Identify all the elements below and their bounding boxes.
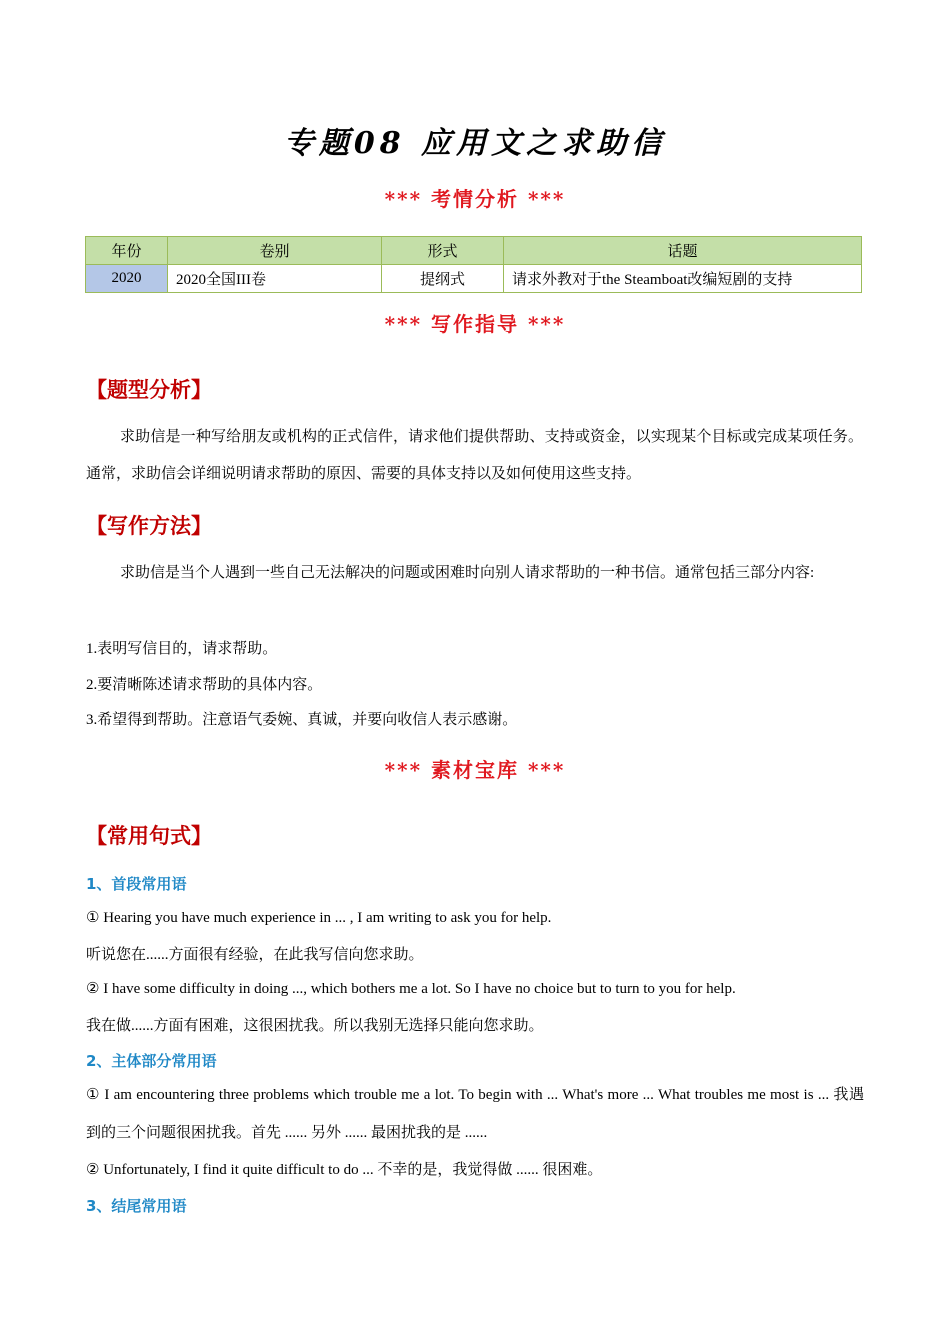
subheading-closing: 3、结尾常用语 [86, 1197, 187, 1215]
heading-type-analysis: 【题型分析】 [86, 378, 212, 402]
paragraph-type-analysis: 求助信是一种写给朋友或机构的正式信件，请求他们提供帮助、支持或资金，以实现某个目标或完成某项任务。通常，求助信会详细说明请求帮助的原因、需要的具体支持以及如何使用这些支持。 [86, 429, 863, 482]
banner-exam-analysis: *** 考情分析 *** [384, 187, 566, 211]
opening-sentence-2-cn: 我在做......方面有困难，这很困扰我。所以我别无选择只能向您求助。 [86, 1018, 544, 1034]
cell-paper: 2020全国III卷 [168, 265, 382, 293]
table-row [86, 265, 862, 293]
method-point-3: 3.希望得到帮助。注意语气委婉、真诚，并要向收信人表示感谢。 [86, 712, 518, 728]
body-sentence-1: ① I am encountering three problems which trouble me a lot. To begin with ... What's more ... What troubles me most is ... 我遇到的三个问题很困扰我。首先 ...... 另外 ...... 最困扰我的是 ...... [86, 1087, 864, 1141]
opening-sentence-1-cn: 听说您在......方面很有经验，在此我写信向您求助。 [86, 947, 424, 963]
opening-sentence-2-en: ② I have some difficulty in doing ..., which bothers me a lot. So I have no choice but to turn to you for help. [86, 981, 736, 997]
header-topic: 话题 [504, 237, 862, 265]
subheading-body: 2、主体部分常用语 [86, 1052, 217, 1070]
method-point-2: 2.要清晰陈述请求帮助的具体内容。 [86, 677, 323, 693]
heading-common-patterns: 【常用句式】 [86, 824, 212, 848]
cell-format: 提纲式 [382, 265, 504, 293]
heading-writing-method: 【写作方法】 [86, 514, 212, 538]
opening-sentence-1-en: ① Hearing you have much experience in ... , I am writing to ask you for help. [86, 910, 552, 926]
body-sentence-2: ② Unfortunately, I find it quite difficult to do ... 不幸的是，我觉得做 ...... 很困难。 [86, 1162, 603, 1178]
exam-info-table [85, 236, 862, 293]
cell-year: 2020 [86, 265, 168, 293]
table-header-row [86, 237, 862, 265]
header-paper: 卷别 [168, 237, 382, 265]
banner-material-bank: *** 素材宝库 *** [384, 758, 566, 782]
subheading-opening: 1、首段常用语 [86, 875, 187, 893]
header-format: 形式 [382, 237, 504, 265]
cell-topic: 请求外教对于the Steamboat改编短剧的支持 [504, 265, 862, 293]
paragraph-writing-method: 求助信是当个人遇到一些自己无法解决的问题或困难时向别人请求帮助的一种书信。通常包括三部分内容: [120, 565, 815, 581]
banner-writing-guide: *** 写作指导 *** [384, 312, 566, 336]
page-title: 专题08 应用文之求助信 [283, 126, 667, 161]
method-point-1: 1.表明写信目的，请求帮助。 [86, 641, 278, 657]
header-year: 年份 [86, 237, 168, 265]
